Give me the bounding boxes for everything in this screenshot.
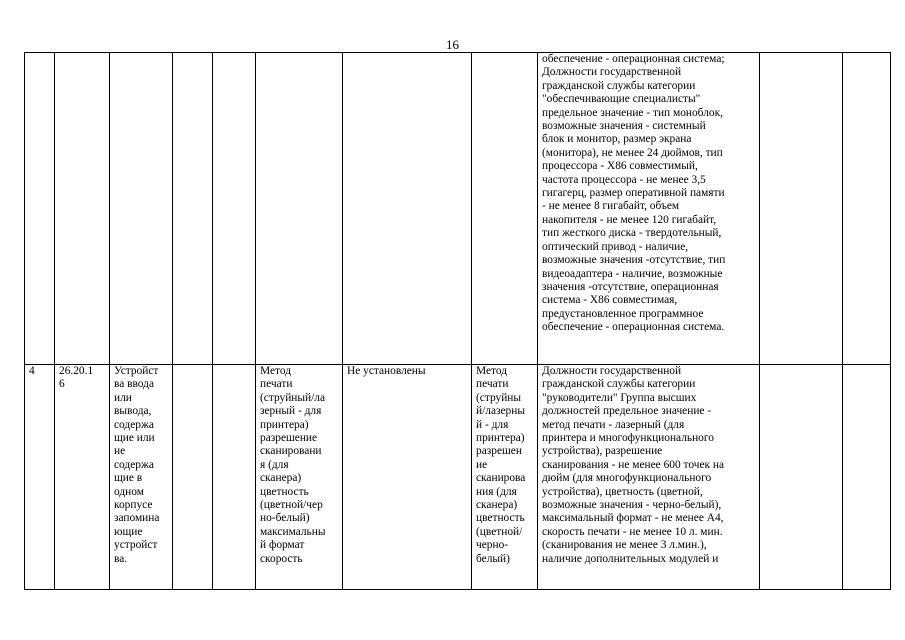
- cell-empty: [760, 53, 843, 365]
- page-number: 16: [446, 37, 459, 52]
- cell-item-name: Устройст ва ввода или вывода, содержа щие или не содержа щие в одном корпусе запомина ющие устройст ва.: [110, 365, 173, 590]
- cell-value: Не установлены: [343, 365, 472, 590]
- cell-number: [25, 53, 55, 365]
- cell-okpd-code: 26.20.1 6: [55, 365, 110, 590]
- cell-empty: [843, 365, 891, 590]
- cell-empty: [843, 53, 891, 365]
- cell-number: 4: [25, 365, 55, 590]
- cell-empty: [213, 53, 256, 365]
- cell-characteristic-2: Метод печати (струйны й/лазерны й - для принтера) разрешен ие сканирова ния (для сканера) цветность (цветной/ черно- белый): [472, 365, 538, 590]
- cell-empty: [213, 365, 256, 590]
- cell-value: [343, 53, 472, 365]
- cell-empty: [760, 365, 843, 590]
- cell-empty: [173, 53, 213, 365]
- table-row: [25, 53, 891, 365]
- table-row: [25, 365, 891, 590]
- cell-characteristic-2: [472, 53, 538, 365]
- cell-okpd-code: [55, 53, 110, 365]
- cell-empty: [173, 365, 213, 590]
- cell-characteristic: Метод печати (струйный/ла зерный - для принтера) разрешение сканировани я (для сканера) цветность (цветной/чер но-белый) максимальны й формат скорость: [256, 365, 343, 590]
- cell-requirements: обеспечение - операционная система; Должности государственной гражданской службы категории "обеспечивающие специалисты" предельное значение - тип моноблок, возможные значения - системный блок и монитор, размер экрана (монитора), не менее 24 дюймов, тип процессора - X86 совместимый, частота процессора - не менее 3,5 гигагерц, размер оперативной памяти - не менее 8 гигабайт, объем накопителя - не менее 120 гигабайт, тип жесткого диска - твердотельный, оптический привод - наличие, возможные значения -отсутствие, тип видеоадаптера - наличие, возможные значения -отсутствие, операционная система - X86 совместимая, предустановленное программное обеспечение - операционная система.: [538, 53, 760, 365]
- cell-characteristic: [256, 53, 343, 365]
- cell-requirements: Должности государственной гражданской службы категории "руководители" Группа высших должностей предельное значение - метод печати - лазерный (для принтера и многофункционального устройства), разрешение сканирования - не менее 600 точек на дюйм (для многофункционального устройства), цветность (цветной, возможные значения - черно-белый), максимальный формат - не менее А4, скорость печати - не менее 10 л. мин. (сканирования не менее 3 л.мин.), наличие дополнительных модулей и: [538, 365, 760, 590]
- cell-item-name: [110, 53, 173, 365]
- requirements-table: [24, 52, 891, 590]
